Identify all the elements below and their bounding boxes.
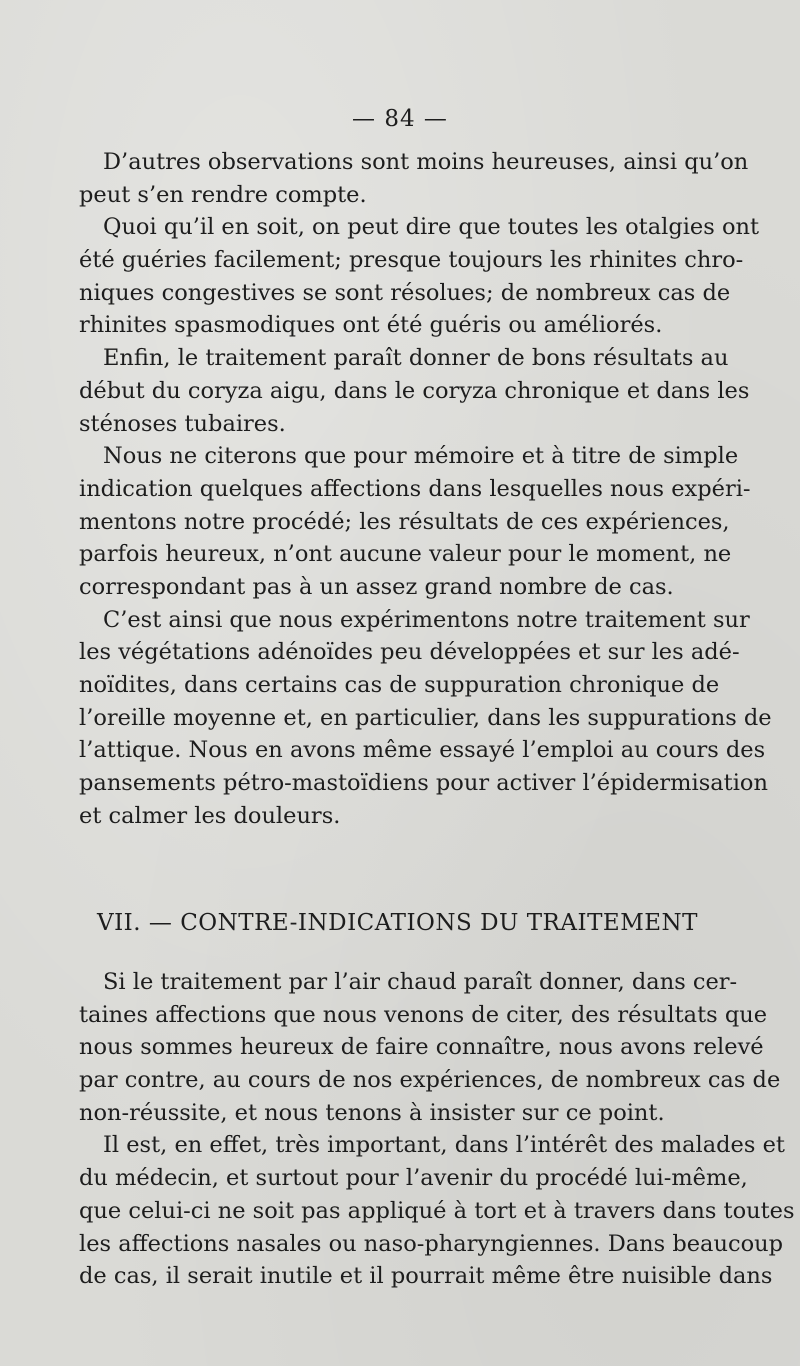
paragraph bbox=[79, 966, 781, 1129]
text-line: Quoi qu’il en soit, on peut dire que toutes les otalgies ont bbox=[103, 214, 760, 241]
text-line: pansements pétro-mastoïdiens pour activer l’épidermisation bbox=[79, 770, 768, 797]
text-line: Si le traitement par l’air chaud paraît donner, dans cer- bbox=[103, 969, 738, 995]
paragraph bbox=[79, 440, 751, 603]
text-line: Nous ne citerons que pour mémoire et à titre de simple bbox=[103, 443, 739, 470]
text-line: que celui-ci ne soit pas appliqué à tort et à travers dans toutes bbox=[79, 1197, 795, 1224]
paragraph bbox=[79, 146, 749, 211]
text-line: et calmer les douleurs. bbox=[79, 802, 341, 829]
paragraph bbox=[79, 342, 750, 440]
text-line: mentons notre procédé; les résultats de ces expériences, bbox=[79, 508, 730, 535]
body-text-after bbox=[79, 966, 795, 1293]
text-line: Enfin, le traitement paraît donner de bons résultats au bbox=[103, 345, 729, 372]
text-line: parfois heureux, n’ont aucune valeur pour le moment, ne bbox=[79, 541, 732, 568]
text-line: peut s’en rendre compte. bbox=[79, 181, 367, 208]
text-line: D’autres observations sont moins heureuses, ainsi qu’on bbox=[103, 149, 749, 175]
text-line: rhinites spasmodiques ont été guéris ou améliorés. bbox=[79, 312, 663, 339]
paragraph bbox=[79, 1129, 795, 1292]
text-line: correspondant pas à un assez grand nombre de cas. bbox=[79, 573, 674, 600]
page-number: — 84 — bbox=[352, 106, 448, 132]
text-line: nous sommes heureux de faire connaître, nous avons relevé bbox=[79, 1034, 764, 1061]
text-line: sténoses tubaires. bbox=[79, 410, 286, 437]
body-text-before bbox=[79, 146, 772, 832]
text-line: taines affections que nous venons de citer, des résultats que bbox=[79, 1001, 768, 1028]
text-line: l’attique. Nous en avons même essayé l’emploi au cours des bbox=[79, 737, 766, 764]
text-line: été guéries facilement; presque toujours les rhinites chro- bbox=[79, 247, 744, 274]
text-line: niques congestives se sont résolues; de nombreux cas de bbox=[79, 279, 731, 306]
text-line: l’oreille moyenne et, en particulier, dans les suppurations de bbox=[79, 704, 772, 731]
text-line: début du coryza aigu, dans le coryza chronique et dans les bbox=[79, 377, 750, 404]
text-line: Il est, en effet, très important, dans l’intérêt des malades et bbox=[103, 1132, 785, 1159]
text-line: indication quelques affections dans lesquelles nous expéri- bbox=[79, 475, 751, 502]
text-line: de cas, il serait inutile et il pourrait même être nuisible dans bbox=[79, 1263, 773, 1290]
text-line: non-réussite, et nous tenons à insister sur ce point. bbox=[79, 1099, 665, 1126]
text-line: C’est ainsi que nous expérimentons notre traitement sur bbox=[103, 606, 750, 633]
text-line: du médecin, et surtout pour l’avenir du procédé lui-même, bbox=[79, 1165, 748, 1192]
text-line: les affections nasales ou naso-pharyngiennes. Dans beaucoup bbox=[79, 1230, 784, 1257]
paragraph bbox=[79, 211, 760, 342]
section-heading: VII. — CONTRE-INDICATIONS DU TRAITEMENT bbox=[96, 910, 699, 936]
paragraph bbox=[79, 604, 772, 833]
text-line: par contre, au cours de nos expériences, de nombreux cas de bbox=[79, 1067, 781, 1094]
text-line: noïdites, dans certains cas de suppuration chronique de bbox=[79, 672, 720, 698]
text-line: les végétations adénoïdes peu développées et sur les adé- bbox=[79, 639, 740, 666]
